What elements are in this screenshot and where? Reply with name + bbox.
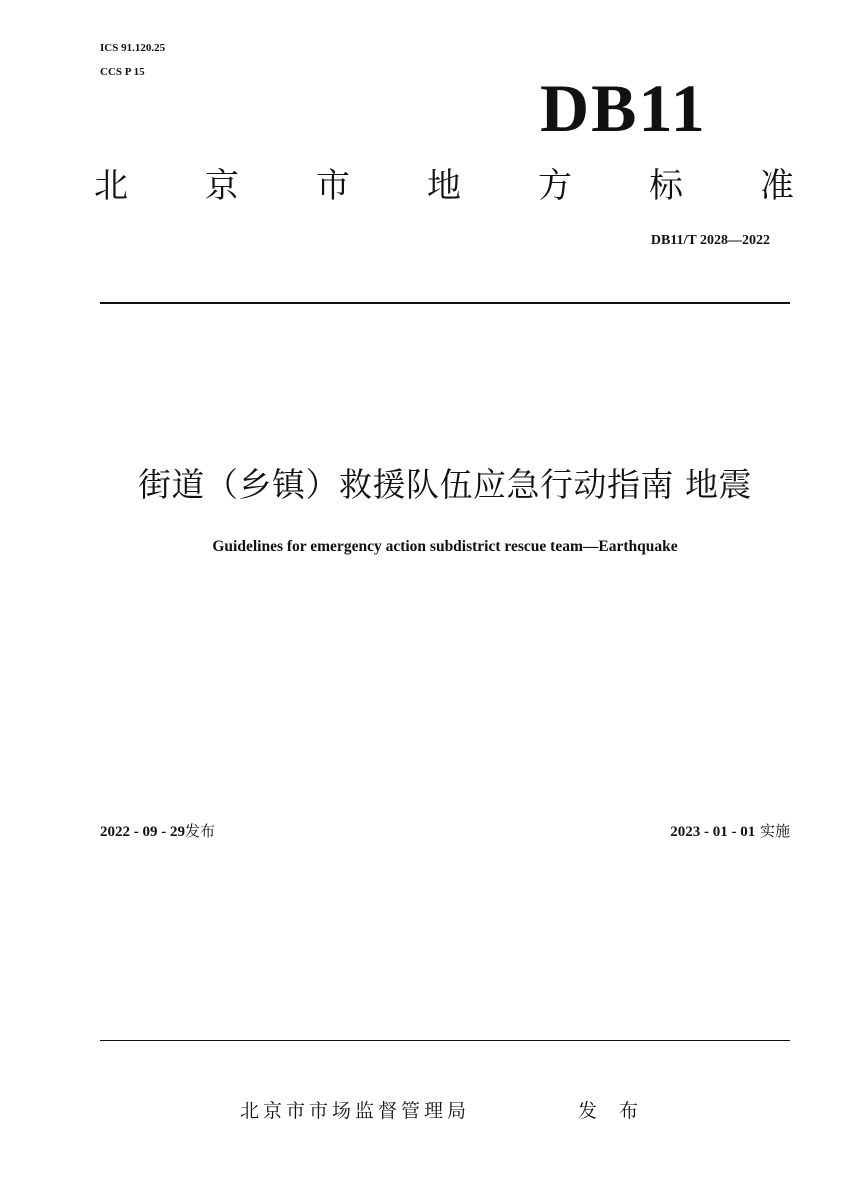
issue-date-value: 2022 - 09 - 29 — [100, 824, 185, 840]
authority-char: 市 — [316, 166, 350, 206]
issue-word: 发 布 — [578, 1100, 647, 1122]
authority-char: 京 — [205, 166, 239, 206]
implementation-date-label: 实施 — [759, 822, 790, 840]
top-divider — [100, 302, 790, 304]
authority-char: 方 — [538, 166, 572, 206]
implementation-date — [560, 820, 790, 843]
standard-number: DB11/T 2028—2022 — [650, 233, 770, 248]
document-title-english: Guidelines for emergency action subdistrict rescue team—Earthquake — [212, 538, 678, 555]
authority-char: 北 — [94, 166, 128, 206]
authority-char: 准 — [760, 166, 794, 206]
ccs-code: CCS P 15 — [100, 66, 145, 78]
authority-char: 地 — [427, 166, 461, 206]
issuing-organization: 北京市市场监督管理局 — [240, 1100, 471, 1122]
document-title-chinese: 街道（乡镇）救援队伍应急行动指南 地震 — [138, 465, 752, 504]
standard-code-logo: DB11 — [540, 70, 707, 146]
ics-code: ICS 91.120.25 — [100, 42, 166, 54]
implementation-date-value: 2023 - 01 - 01 — [670, 824, 756, 840]
authority-char: 标 — [649, 166, 683, 206]
issue-date — [100, 820, 215, 843]
issue-date-label: 发布 — [185, 822, 216, 840]
bottom-divider — [100, 1040, 790, 1041]
issuing-authority-heading — [94, 163, 794, 209]
